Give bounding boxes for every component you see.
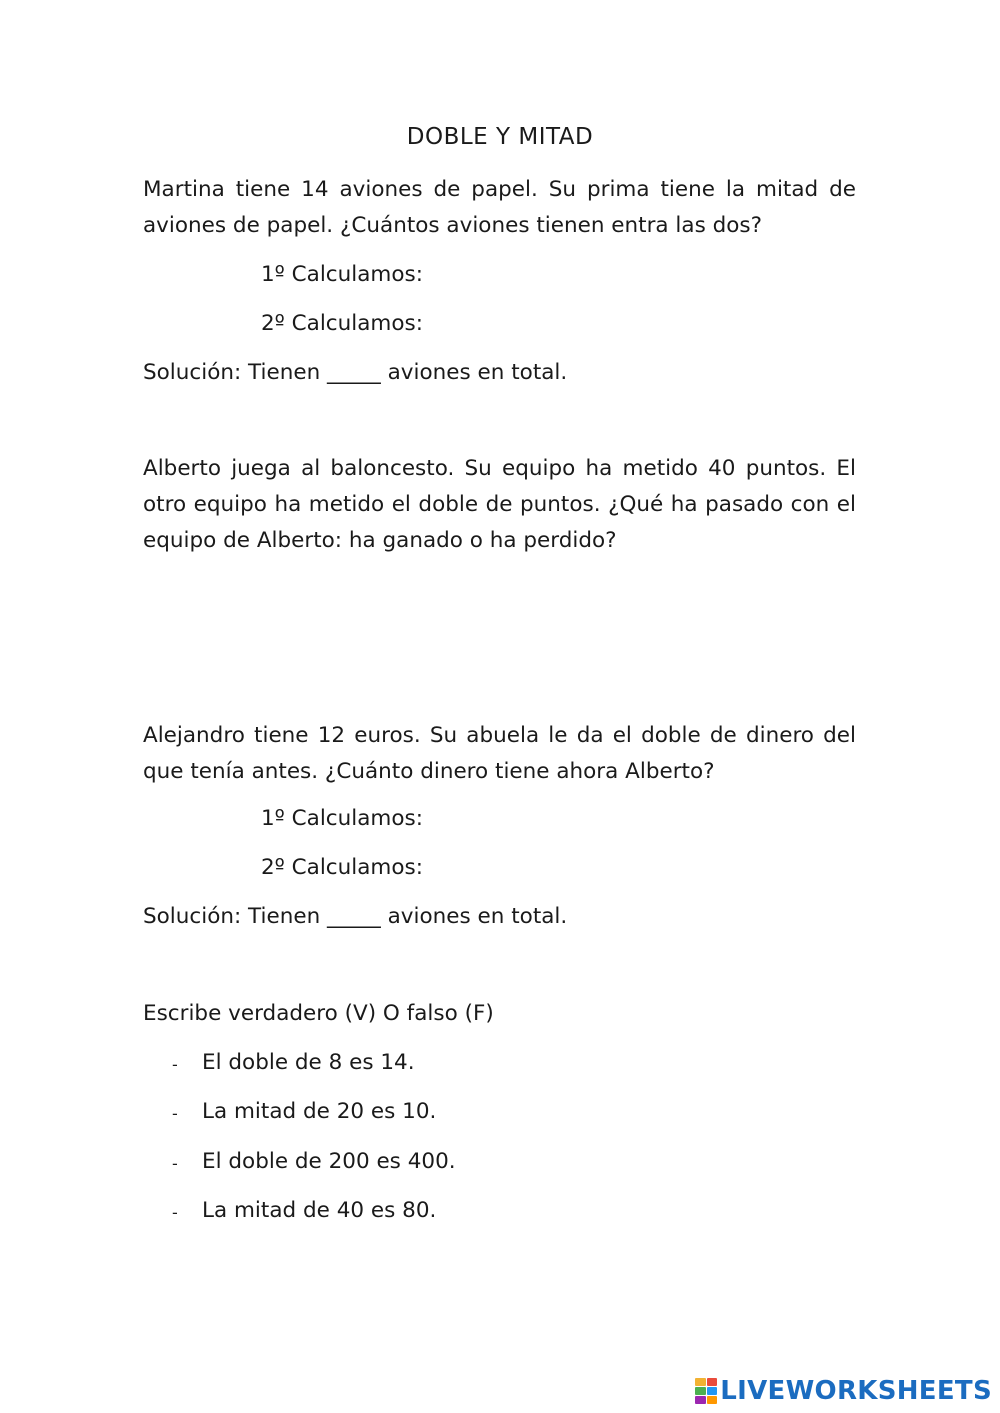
bullet-dash: -: [172, 1154, 178, 1173]
liveworksheets-logo-icon: [695, 1378, 717, 1404]
problem-1-step-1: 1º Calculamos:: [261, 262, 423, 287]
problem-2-text: Alberto juega al baloncesto. Su equipo ha metido 40 puntos. El otro equipo ha metido el doble de puntos. ¿Qué ha pasado con el equipo de Alberto: ha ganado o ha perdido?: [143, 456, 856, 553]
true-false-item-2: La mitad de 20 es 10.: [202, 1099, 437, 1124]
bullet-dash: -: [172, 1055, 178, 1074]
problem-3-solution: Solución: Tienen _____ aviones en total.: [143, 904, 568, 929]
true-false-item-3: El doble de 200 es 400.: [202, 1149, 456, 1174]
true-false-item-4: La mitad de 40 es 80.: [202, 1198, 437, 1223]
true-false-instruction: Escribe verdadero (V) O falso (F): [143, 1001, 494, 1026]
bullet-dash: -: [172, 1104, 178, 1123]
page-title: DOBLE Y MITAD: [406, 124, 594, 150]
liveworksheets-logo: [695, 1375, 992, 1407]
problem-3-step-2: 2º Calculamos:: [261, 855, 423, 880]
problem-3-step-1: 1º Calculamos:: [261, 806, 423, 831]
problem-3-text: Alejandro tiene 12 euros. Su abuela le da el doble de dinero del que tenía antes. ¿Cuánto dinero tiene ahora Alberto?: [143, 723, 856, 784]
true-false-item-1: El doble de 8 es 14.: [202, 1050, 415, 1075]
problem-1-solution: Solución: Tienen _____ aviones en total.: [143, 360, 568, 385]
liveworksheets-logo-text: LIVEWORKSHEETS: [720, 1376, 992, 1406]
bullet-dash: -: [172, 1203, 178, 1222]
problem-1-step-2: 2º Calculamos:: [261, 311, 423, 336]
problem-1-text: Martina tiene 14 aviones de papel. Su prima tiene la mitad de aviones de papel. ¿Cuántos aviones tienen entra las dos?: [143, 177, 856, 238]
